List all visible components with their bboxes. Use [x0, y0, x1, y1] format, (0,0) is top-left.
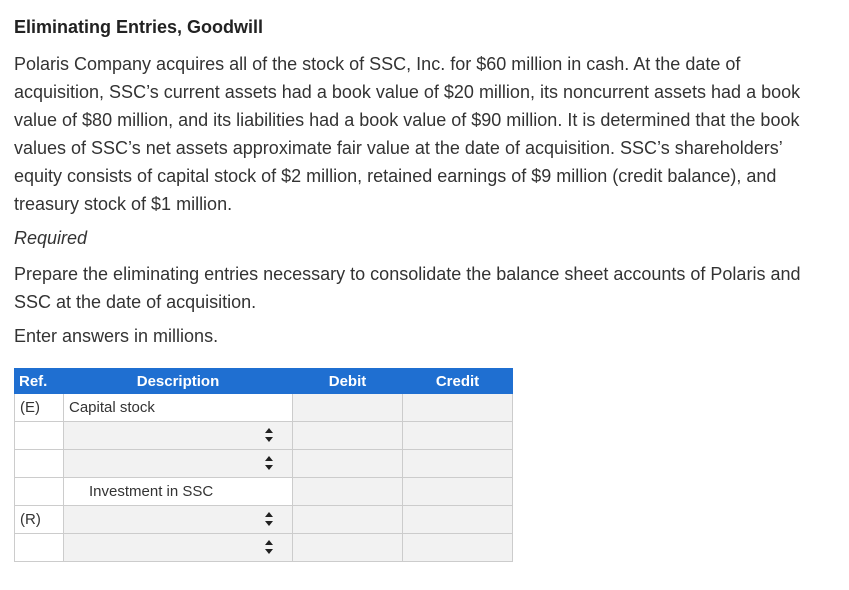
table-header-row [15, 369, 513, 394]
instructions-text: Prepare the eliminating entries necessary to consolidate the balance sheet accounts of Polaris and SSC at the date of acquisition. [14, 264, 801, 312]
up-down-arrows-icon [264, 427, 274, 443]
up-down-arrows-icon [264, 539, 274, 555]
description-select[interactable] [64, 450, 293, 478]
description-cell [64, 478, 293, 506]
header-debit: Debit [293, 369, 403, 394]
description-label: Capital stock [69, 399, 155, 416]
credit-input[interactable] [403, 506, 513, 534]
problem-text: Polaris Company acquires all of the stock of SSC, Inc. for $60 million in cash. At the date of acquisition, SSC’s current assets had a book value of $20 million, its noncurrent assets had a book value of $80 million, and its liabilities had a book value of $90 million. It is determined that the book values of SSC’s net assets approximate fair value at the date of acquisition. SSC’s shareholders’ equity consists of capital stock of $2 million, retained earnings of $9 million (credit balance), and treasury stock of $1 million. [14, 54, 801, 214]
table-row [15, 450, 513, 478]
header-credit: Credit [403, 369, 513, 394]
credit-input[interactable] [403, 394, 513, 422]
note-text: Enter answers in millions. [14, 326, 219, 346]
header-description: Description [64, 369, 293, 394]
table-row [15, 422, 513, 450]
debit-input[interactable] [293, 450, 403, 478]
description-label: Investment in SSC [89, 483, 214, 500]
up-down-arrows-icon [264, 455, 274, 471]
header-ref: Ref. [15, 369, 64, 394]
table-row [15, 506, 513, 534]
debit-input[interactable] [293, 394, 403, 422]
credit-input[interactable] [403, 422, 513, 450]
description-cell [64, 394, 293, 422]
ref-input[interactable] [15, 422, 64, 450]
credit-input[interactable] [403, 450, 513, 478]
description-select[interactable] [64, 422, 293, 450]
ref-input[interactable] [15, 450, 64, 478]
journal-entry-table [14, 368, 513, 562]
page-title: Eliminating Entries, Goodwill [14, 17, 264, 37]
ref-cell [15, 478, 64, 506]
ref-label: (E) [20, 399, 40, 416]
required-label: Required [14, 228, 88, 248]
table-row [15, 534, 513, 562]
table-row [15, 478, 513, 506]
ref-input[interactable] [15, 534, 64, 562]
description-select[interactable] [64, 506, 293, 534]
debit-input[interactable] [293, 534, 403, 562]
ref-cell [15, 506, 64, 534]
debit-input[interactable] [293, 506, 403, 534]
description-select[interactable] [64, 534, 293, 562]
ref-cell [15, 394, 64, 422]
debit-input[interactable] [293, 478, 403, 506]
ref-label: (R) [20, 511, 41, 528]
credit-input[interactable] [403, 478, 513, 506]
debit-input[interactable] [293, 422, 403, 450]
credit-input[interactable] [403, 534, 513, 562]
up-down-arrows-icon [264, 511, 274, 527]
table-row [15, 394, 513, 422]
